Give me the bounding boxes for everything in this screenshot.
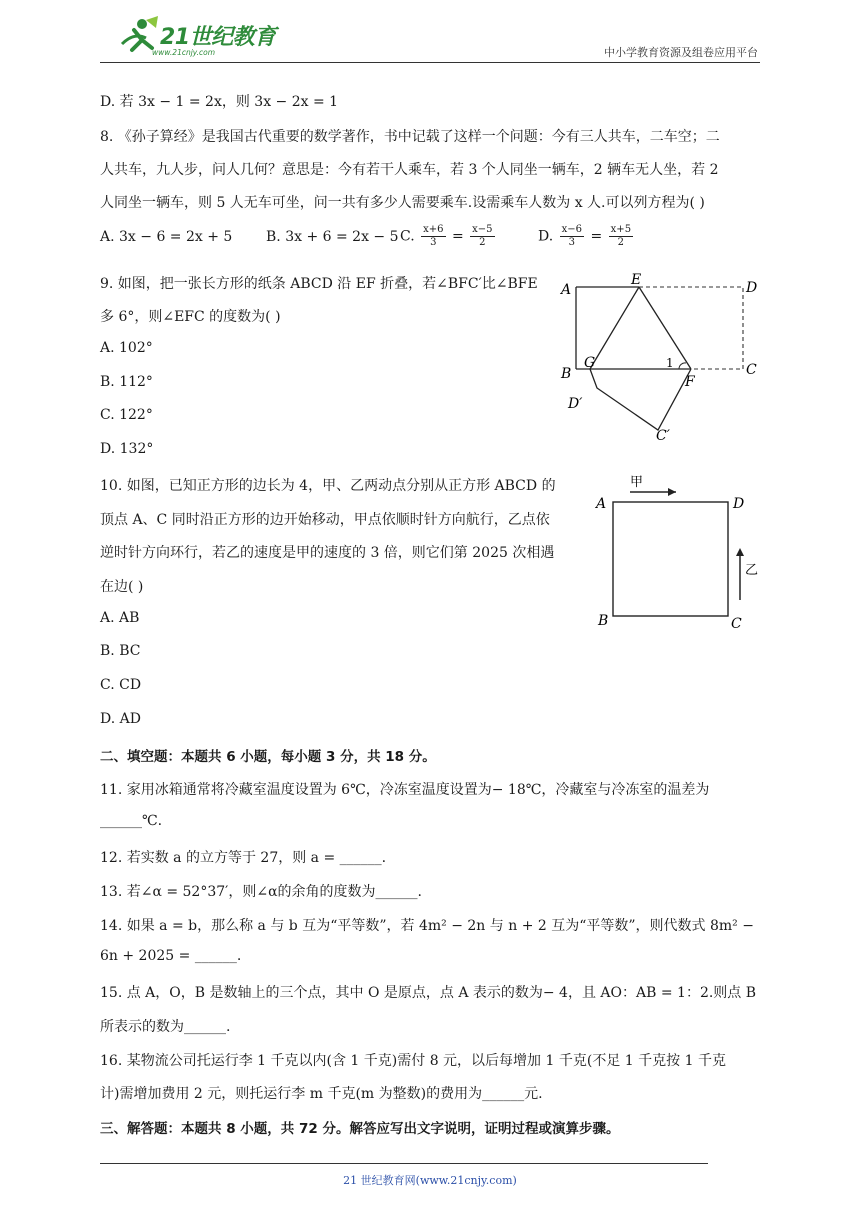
q12-line: 12. 若实数 a 的立方等于 27，则 a = ______. [100,850,387,866]
equals-sign: = [590,228,603,245]
fig9-label-c: C [746,362,757,378]
q9-option-d: D. 132° [100,441,154,457]
q9-option-a: A. 102° [100,340,153,356]
frac-numerator: x+6 [423,224,444,235]
q8-line-2: 人共车，九人步，问人几何？意思是：今有若干人乘车，若 3 个人同坐一辆车，2 辆车无人坐，若 2 [100,162,719,178]
section-3-heading: 三、解答题：本题共 8 小题，共 72 分。解答应写出文字说明，证明过程或演算步骤。 [100,1121,620,1137]
q16-line-2: 计)需增加费用 2 元，则托运行李 m 千克(m 为整数)的费用为______元. [100,1086,543,1102]
q10-line-1: 10. 如图，已知正方形的边长为 4，甲、乙两动点分别从正方形 ABCD 的 [100,478,556,494]
frac-numerator: x−6 [561,224,583,235]
q8-option-d-frac-left [560,224,584,249]
fig9-label-g: G [584,355,596,371]
fig10-label-d: D [733,496,745,512]
q8-option-d [538,224,635,249]
frac-denominator: 2 [617,237,625,248]
frac-numerator: x−5 [472,224,493,235]
fig9-label-b: B [561,366,572,382]
q10-line-3: 逆时针方向环行，若乙的速度是甲的速度的 3 倍，则它们第 2025 次相遇 [100,545,555,561]
q10-option-a: A. AB [100,610,140,626]
q15-line-1: 15. 点 A，O，B 是数轴上的三个点，其中 O 是原点，点 A 表示的数为− 4，且 AO：AB = 1：2.则点 B [100,985,757,1001]
fig9-label-1: 1 [666,356,674,370]
q11-line-2: ______℃. [100,813,163,829]
logo-url-text: www.21cnjy.com [152,48,216,57]
q9-line-2: 多 6°，则∠EFC 的度数为( ) [100,309,281,325]
q8-option-a: A. 3x − 6 = 2x + 5 [100,229,233,245]
q9-fold-figure [555,268,770,448]
q10-square-figure [590,470,760,635]
q13-line: 13. 若∠α = 52°37′，则∠α的余角的度数为______. [100,884,422,900]
q8-option-c-frac-left [421,224,445,249]
q16-line-1: 16. 某物流公司托运行李 1 千克以内(含 1 千克)需付 8 元，以后每增加 1 千克(不足 1 千克按 1 千克 [100,1053,726,1069]
fig9-label-f: F [685,374,695,390]
q8-option-b: B. 3x + 6 = 2x − 5 [266,229,399,245]
fig10-label-c: C [731,616,742,632]
frac-denominator: 3 [430,237,437,248]
q7-option-d: D. 若 3x − 1 = 2x，则 3x − 2x = 1 [100,94,339,110]
q8-line-3: 人同坐一辆车，则 5 人无车可坐，问一共有多少人需要乘车.设需乘车人数为 x 人.可以列方程为( ) [100,195,705,211]
fig9-label-e: E [631,272,642,288]
logo-brand-text: 21世纪教育 [160,25,276,50]
frac-denominator: 2 [479,237,486,248]
fig9-label-d: D [746,280,758,296]
q9-option-b: B. 112° [100,374,153,390]
q9-line-1: 9. 如图，把一张长方形的纸条 ABCD 沿 EF 折叠，若∠BFC′比∠BFE [100,276,538,292]
q10-line-2: 顶点 A、C 同时沿正方形的边开始移动，甲点依顺时针方向航行，乙点依 [100,512,550,528]
q10-option-d: D. AD [100,711,141,727]
q9-option-c: C. 122° [100,407,153,423]
fig9-label-c-prime: C′ [656,428,670,444]
fig10-label-a: A [596,496,607,512]
equals-sign: = [451,228,464,245]
platform-title: 中小学教育资源及组卷应用平台 [604,46,758,59]
fig10-label-yi: 乙 [745,563,759,578]
q8-option-c [400,224,497,249]
q10-option-b: B. BC [100,643,141,659]
frac-denominator: 3 [568,237,576,248]
footer-link[interactable]: 21 世纪教育网(www.21cnjy.com) [343,1174,517,1187]
q10-line-4: 在边( ) [100,579,144,595]
q8-option-d-label: D. [538,228,554,245]
q14-line-2: 6n + 2025 = ______. [100,948,242,964]
q15-line-2: 所表示的数为______. [100,1019,231,1035]
frac-numerator: x+5 [610,224,632,235]
q8-option-c-label: C. [400,228,415,245]
fig9-label-d-prime: D′ [568,396,583,412]
fig10-label-jia: 甲 [630,475,644,490]
q8-option-d-frac-right [609,224,633,249]
q10-option-c: C. CD [100,677,142,693]
q8-line-1: 8. 《孙子算经》是我国古代重要的数学著作，书中记载了这样一个问题：今有三人共车，二车空；二 [100,129,720,145]
q14-line-1: 14. 如果 a = b，那么称 a 与 b 互为“平等数”，若 4m² − 2n 与 n + 2 互为“平等数”，则代数式 8m² − [100,918,754,934]
section-2-heading: 二、填空题：本题共 6 小题，每小题 3 分，共 18 分。 [100,749,436,765]
fig9-label-a: A [561,282,572,298]
footer-divider [100,1163,708,1164]
q11-line-1: 11. 家用冰箱通常将冷藏室温度设置为 6℃，冷冻室温度设置为− 18℃，冷藏室与冷冻室的温差为 [100,782,710,798]
fig10-label-b: B [598,613,609,629]
q8-option-c-frac-right [470,224,494,249]
header-divider [100,62,760,63]
